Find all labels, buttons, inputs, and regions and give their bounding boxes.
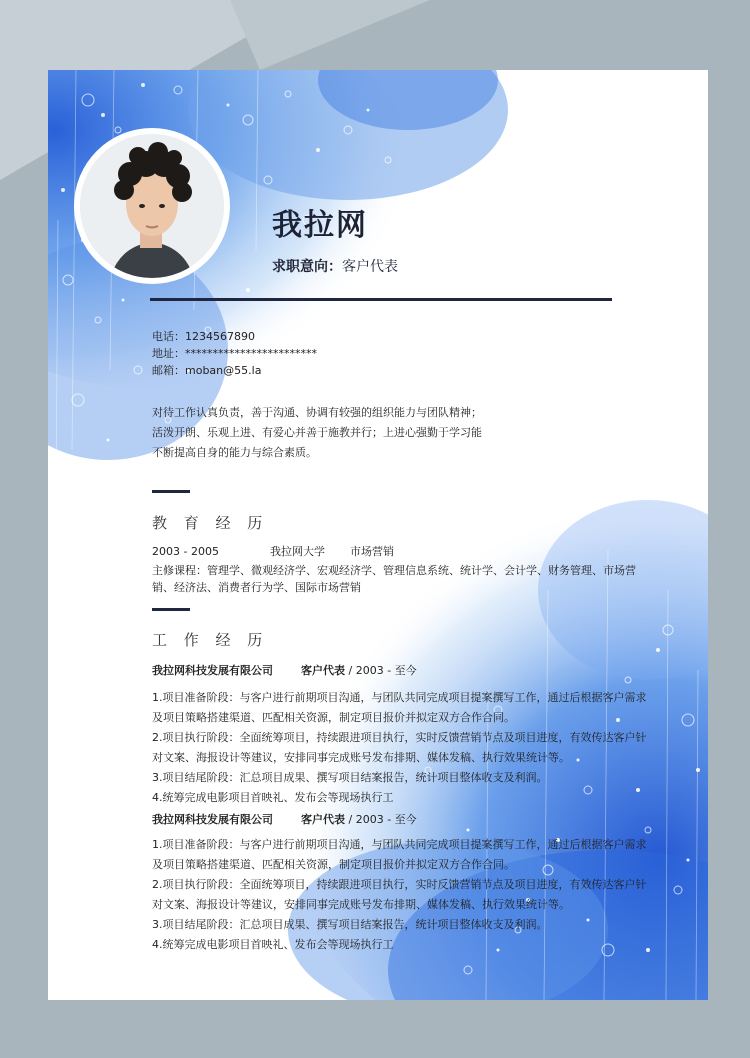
self-introduction: 对待工作认真负责，善于沟通、协调有较强的组织能力与团队精神；活泼开朗、乐观上进、有爱心并善于施教并行；上进心强勤于学习能不断提高自身的能力与综合素质。 — [152, 406, 482, 459]
avatar-photo — [80, 134, 224, 278]
work-section-bar — [152, 608, 190, 611]
work-period: / 2003 - 至今 — [345, 664, 417, 677]
work-entry — [152, 811, 652, 955]
work-duty-item: 1.项目准备阶段：与客户进行前期项目沟通，与团队共同完成项目提案撰写工作，通过后根据客户需求及项目策略搭建渠道、匹配相关资源，制定项目报价并拟定双方合作合同。 — [152, 691, 647, 724]
job-intent — [272, 256, 398, 276]
work-duty-item: 2.项目执行阶段：全面统筹项目，持续跟进项目执行，实时反馈营销节点及项目进度，有效传达客户针对文案、海报设计等建议，安排同事完成账号发布排期、媒体发稿、执行效果统计等。 — [152, 731, 647, 764]
work-duty-item: 4.统筹完成电影项目首映礼、发布会等现场执行工 — [152, 791, 394, 804]
work-role: 客户代表 — [301, 664, 345, 677]
education-courses: 主修课程：管理学、微观经济学、宏观经济学、管理信息系统、统计学、会计学、财务管理、市场营销、经济法、消费者行为学、国际市场营销 — [152, 564, 636, 594]
contact-info — [152, 328, 317, 379]
education-school: 我拉网大学 — [270, 545, 325, 558]
work-duty-item: 3.项目结尾阶段：汇总项目成果、撰写项目结案报告，统计项目整体收支及利润。 — [152, 771, 548, 784]
work-entry-header — [152, 662, 652, 680]
work-duty-item: 1.项目准备阶段：与客户进行前期项目沟通，与团队共同完成项目提案撰写工作，通过后根据客户需求及项目策略搭建渠道、匹配相关资源，制定项目报价并拟定双方合作合同。 — [152, 838, 647, 871]
job-intent-label: 求职意向： — [272, 259, 342, 275]
contact-phone: 电话：1234567890 — [152, 330, 255, 343]
work-company: 我拉网科技发展有限公司 — [152, 813, 273, 826]
work-duty-item: 3.项目结尾阶段：汇总项目成果、撰写项目结案报告，统计项目整体收支及利润。 — [152, 918, 548, 931]
resume-page — [48, 70, 708, 1000]
education-section-bar — [152, 490, 190, 493]
work-section-title: 工 作 经 历 — [152, 631, 269, 649]
work-entry-header — [152, 811, 652, 829]
contact-email: 邮箱：moban@55.la — [152, 364, 262, 377]
work-company: 我拉网科技发展有限公司 — [152, 664, 273, 677]
work-period: / 2003 - 至今 — [345, 813, 417, 826]
candidate-name: 我拉网 — [272, 208, 368, 243]
header-divider — [150, 298, 612, 301]
work-role: 客户代表 — [301, 813, 345, 826]
job-intent-value: 客户代表 — [342, 259, 398, 275]
work-duty-item: 2.项目执行阶段：全面统筹项目，持续跟进项目执行，实时反馈营销节点及项目进度，有效传达客户针对文案、海报设计等建议，安排同事完成账号发布排期、媒体发稿、执行效果统计等。 — [152, 878, 647, 911]
portrait-icon — [80, 134, 224, 278]
avatar — [74, 128, 230, 284]
education-period: 2003 - 2005 — [152, 545, 219, 558]
education-major: 市场营销 — [350, 545, 394, 558]
work-duty-item: 4.统筹完成电影项目首映礼、发布会等现场执行工 — [152, 938, 394, 951]
education-row — [152, 543, 394, 559]
education-section-title: 教 育 经 历 — [152, 514, 269, 532]
contact-address: 地址：************************ — [152, 347, 317, 360]
work-entry — [152, 662, 652, 808]
